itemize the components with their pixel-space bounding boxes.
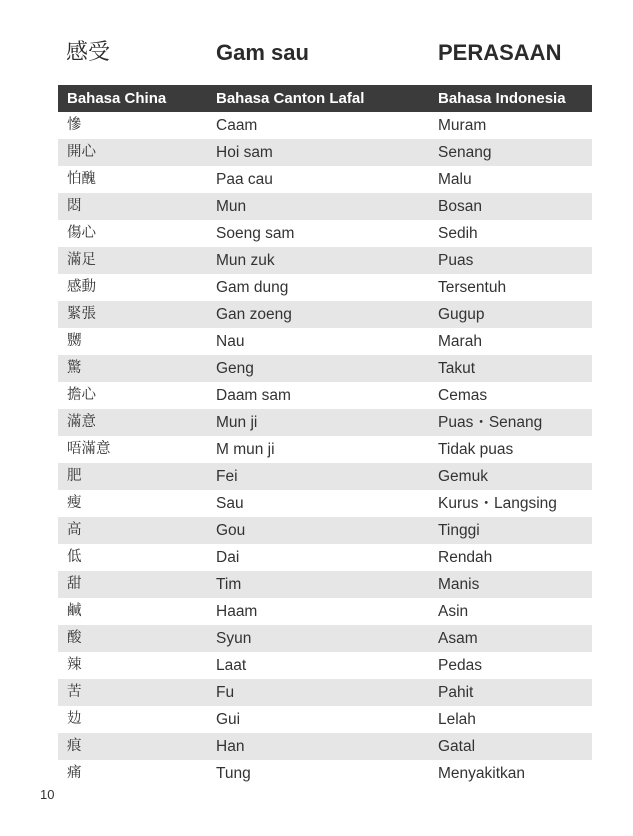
- indonesian-cell: Manis: [438, 576, 480, 593]
- table-row: [58, 139, 592, 166]
- cantonese-cell: Soeng sam: [216, 225, 295, 242]
- table-row: [58, 706, 592, 733]
- cantonese-cell: Laat: [216, 657, 247, 674]
- table-header: [58, 85, 592, 112]
- indonesian-cell: Muram: [438, 117, 487, 134]
- table-row: [58, 301, 592, 328]
- cantonese-cell: M mun ji: [216, 441, 275, 458]
- cantonese-cell: Nau: [216, 333, 245, 350]
- indonesian-cell: Gatal: [438, 738, 476, 755]
- indonesian-cell: Tidak puas: [438, 441, 514, 458]
- cantonese-cell: Syun: [216, 630, 252, 647]
- chinese-cell: 高: [67, 522, 82, 538]
- cantonese-cell: Gan zoeng: [216, 306, 292, 323]
- table-row: [58, 247, 592, 274]
- cantonese-cell: Geng: [216, 360, 254, 377]
- heading-cantonese: Gam sau: [216, 40, 309, 65]
- indonesian-cell: Tersentuh: [438, 279, 507, 296]
- chinese-cell: 痛: [67, 765, 82, 781]
- chinese-cell: 苦: [67, 684, 82, 700]
- indonesian-cell: Puas: [438, 252, 474, 269]
- chinese-cell: 唔滿意: [67, 441, 111, 457]
- chinese-cell: 開心: [67, 144, 96, 160]
- indonesian-cell: Takut: [438, 360, 476, 377]
- cantonese-cell: Gam dung: [216, 279, 289, 296]
- cantonese-cell: Mun zuk: [216, 252, 275, 269]
- chinese-cell: 甜: [67, 576, 82, 592]
- indonesian-cell: Rendah: [438, 549, 493, 566]
- table-row: [58, 544, 592, 571]
- table-row: [58, 652, 592, 679]
- heading-indonesian: PERASAAN: [438, 40, 562, 65]
- cantonese-cell: Caam: [216, 117, 258, 134]
- table-row: [58, 625, 592, 652]
- table-row: [58, 220, 592, 247]
- chinese-cell: 瘦: [67, 495, 82, 511]
- cantonese-cell: Han: [216, 738, 245, 755]
- vocabulary-table: [58, 85, 592, 787]
- table-row: [58, 166, 592, 193]
- indonesian-cell: Pedas: [438, 657, 482, 674]
- chinese-cell: 傷心: [67, 225, 96, 241]
- cantonese-cell: Tim: [216, 576, 242, 593]
- page-heading: [0, 38, 633, 70]
- chinese-cell: 怕醜: [67, 171, 96, 187]
- chinese-cell: 酸: [67, 630, 82, 646]
- indonesian-cell: Puas・Senang: [438, 414, 543, 431]
- cantonese-cell: Gui: [216, 711, 241, 728]
- indonesian-cell: Asam: [438, 630, 478, 647]
- column-header-indonesian: Bahasa Indonesia: [438, 90, 566, 107]
- indonesian-cell: Cemas: [438, 387, 488, 404]
- cantonese-cell: Mun ji: [216, 414, 258, 431]
- table-row: [58, 760, 592, 787]
- table-row: [58, 679, 592, 706]
- chinese-cell: 攰: [67, 711, 82, 727]
- indonesian-cell: Sedih: [438, 225, 478, 242]
- cantonese-cell: Haam: [216, 603, 258, 620]
- cantonese-cell: Gou: [216, 522, 246, 539]
- table-row: [58, 355, 592, 382]
- indonesian-cell: Menyakitkan: [438, 765, 526, 782]
- chinese-cell: 嬲: [67, 333, 82, 349]
- chinese-cell: 慘: [67, 117, 82, 133]
- column-header-chinese: Bahasa China: [67, 90, 167, 107]
- chinese-cell: 鹹: [67, 603, 82, 619]
- chinese-cell: 擔心: [67, 387, 96, 403]
- cantonese-cell: Hoi sam: [216, 144, 273, 161]
- table-body: [58, 112, 592, 787]
- cantonese-cell: Mun: [216, 198, 247, 215]
- cantonese-cell: Fei: [216, 468, 238, 485]
- chinese-cell: 痕: [67, 738, 82, 754]
- table-row: [58, 193, 592, 220]
- table-row: [58, 517, 592, 544]
- indonesian-cell: Senang: [438, 144, 492, 161]
- indonesian-cell: Tinggi: [438, 522, 480, 539]
- cantonese-cell: Tung: [216, 765, 251, 782]
- indonesian-cell: Gemuk: [438, 468, 488, 485]
- table-row: [58, 490, 592, 517]
- indonesian-cell: Bosan: [438, 198, 482, 215]
- table-row: [58, 571, 592, 598]
- cantonese-cell: Daam sam: [216, 387, 291, 404]
- heading-chinese: 感受: [66, 40, 111, 65]
- cantonese-cell: Dai: [216, 549, 240, 566]
- table-row: [58, 274, 592, 301]
- table-row: [58, 436, 592, 463]
- chinese-cell: 辣: [67, 657, 82, 673]
- indonesian-cell: Lelah: [438, 711, 476, 728]
- cantonese-cell: Fu: [216, 684, 235, 701]
- chinese-cell: 滿意: [67, 414, 96, 430]
- table-row: [58, 598, 592, 625]
- table-row: [58, 409, 592, 436]
- chinese-cell: 緊張: [67, 306, 96, 322]
- table-row: [58, 382, 592, 409]
- indonesian-cell: Malu: [438, 171, 472, 188]
- table-row: [58, 328, 592, 355]
- chinese-cell: 悶: [67, 198, 82, 214]
- column-header-cantonese: Bahasa Canton Lafal: [216, 90, 365, 107]
- chinese-cell: 低: [67, 549, 82, 565]
- table-row: [58, 112, 592, 139]
- table-row: [58, 733, 592, 760]
- chinese-cell: 驚: [67, 360, 82, 376]
- page-number: 10: [40, 787, 55, 802]
- chinese-cell: 感動: [67, 279, 96, 295]
- chinese-cell: 滿足: [67, 252, 96, 268]
- cantonese-cell: Sau: [216, 495, 244, 512]
- indonesian-cell: Kurus・Langsing: [438, 495, 557, 512]
- indonesian-cell: Pahit: [438, 684, 474, 701]
- indonesian-cell: Marah: [438, 333, 482, 350]
- table-row: [58, 463, 592, 490]
- indonesian-cell: Asin: [438, 603, 469, 620]
- chinese-cell: 肥: [67, 468, 82, 484]
- cantonese-cell: Paa cau: [216, 171, 273, 188]
- indonesian-cell: Gugup: [438, 306, 485, 323]
